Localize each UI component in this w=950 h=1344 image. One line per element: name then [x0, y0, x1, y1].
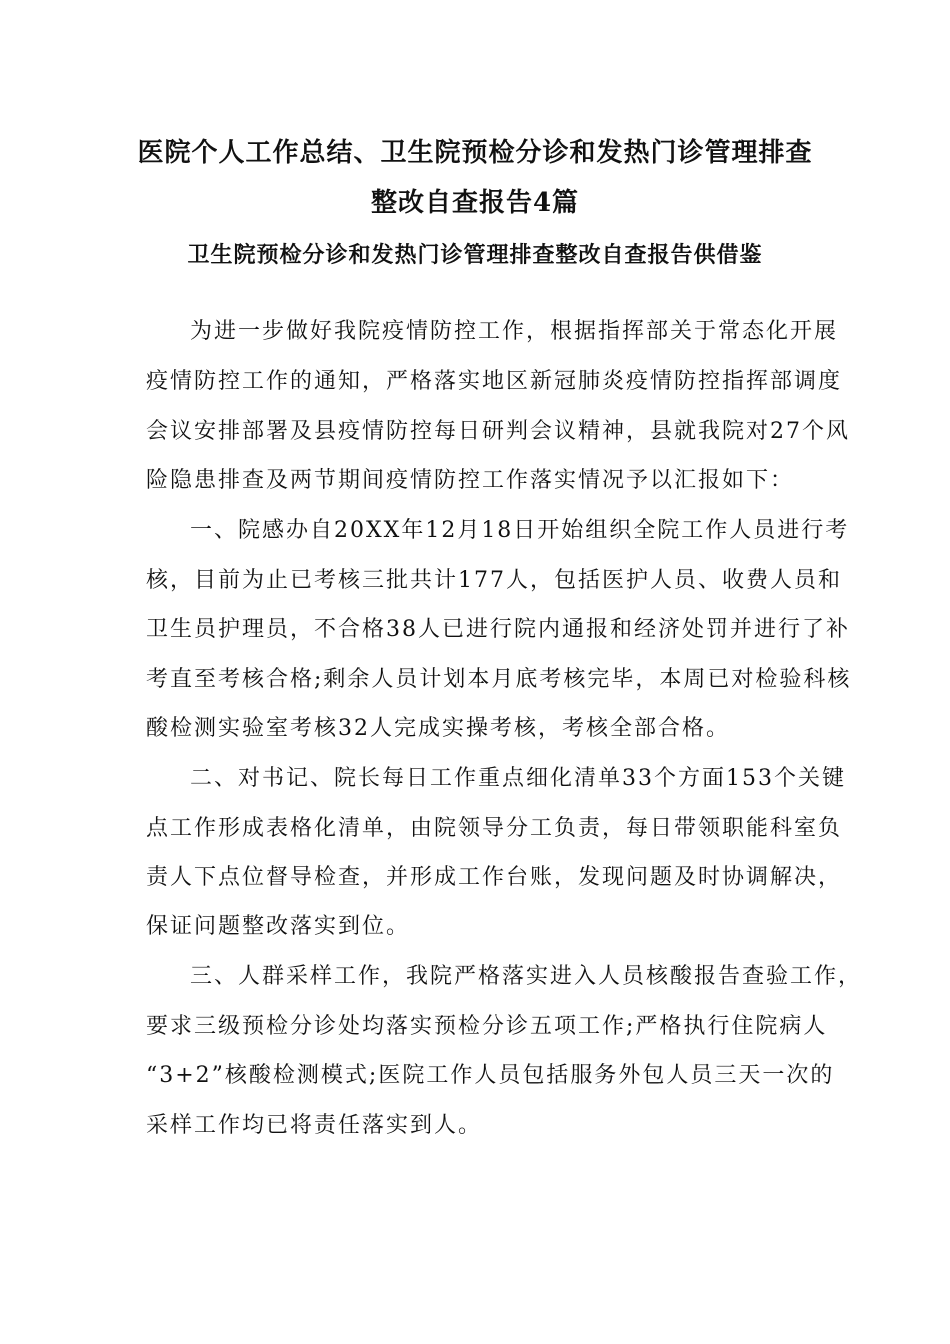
- paragraph-1-line-3: 会议安排部署及县疫情防控每日研判会议精神，县就我院对27个风: [146, 419, 850, 444]
- paragraph-4-line-1: 三、人群采样工作，我院严格落实进入人员核酸报告查验工作，: [190, 964, 863, 989]
- paragraph-3-line-4: 保证问题整改落实到位。: [146, 914, 411, 939]
- paragraph-4-line-4: 采样工作均已将责任落实到人。: [146, 1113, 483, 1138]
- paragraph-2-line-5: 酸检测实验室考核32人完成实操考核，考核全部合格。: [146, 716, 730, 741]
- paragraph-1-line-2: 疫情防控工作的通知，严格落实地区新冠肺炎疫情防控指挥部调度: [146, 369, 843, 394]
- document-title-line-1: 医院个人工作总结、卫生院预检分诊和发热门诊管理排查: [137, 138, 813, 168]
- paragraph-2-line-4: 考直至考核合格;剩余人员计划本月底考核完毕，本周已对检验科核: [146, 667, 852, 692]
- paragraph-1-line-4: 险隐患排查及两节期间疫情防控工作落实情况予以汇报如下：: [146, 468, 795, 493]
- paragraph-3-line-2: 点工作形成表格化清单，由院领导分工负责，每日带领职能科室负: [146, 816, 843, 841]
- paragraph-4-line-2: 要求三级预检分诊处均落实预检分诊五项工作;严格执行住院病人: [146, 1014, 828, 1039]
- document-subtitle: 卫生院预检分诊和发热门诊管理排查整改自查报告供借鉴: [187, 242, 763, 268]
- paragraph-3-line-1: 二、对书记、院长每日工作重点细化清单33个方面153个关键: [190, 766, 846, 791]
- paragraph-2-line-1: 一、院感办自20XX年12月18日开始组织全院工作人员进行考: [190, 518, 850, 543]
- paragraph-4-line-3: “3+2”核酸检测模式;医院工作人员包括服务外包人员三天一次的: [146, 1063, 835, 1088]
- document-title-line-2: 整改自查报告4篇: [370, 188, 580, 218]
- paragraph-2-line-2: 核，目前为止已考核三批共计177人，包括医护人员、收费人员和: [146, 568, 842, 593]
- paragraph-3-line-3: 责人下点位督导检查，并形成工作台账，发现问题及时协调解决，: [146, 865, 843, 890]
- paragraph-1-line-1: 为进一步做好我院疫情防控工作，根据指挥部关于常态化开展: [190, 319, 839, 344]
- paragraph-2-line-3: 卫生员护理员，不合格38人已进行院内通报和经济处罚并进行了补: [146, 617, 850, 642]
